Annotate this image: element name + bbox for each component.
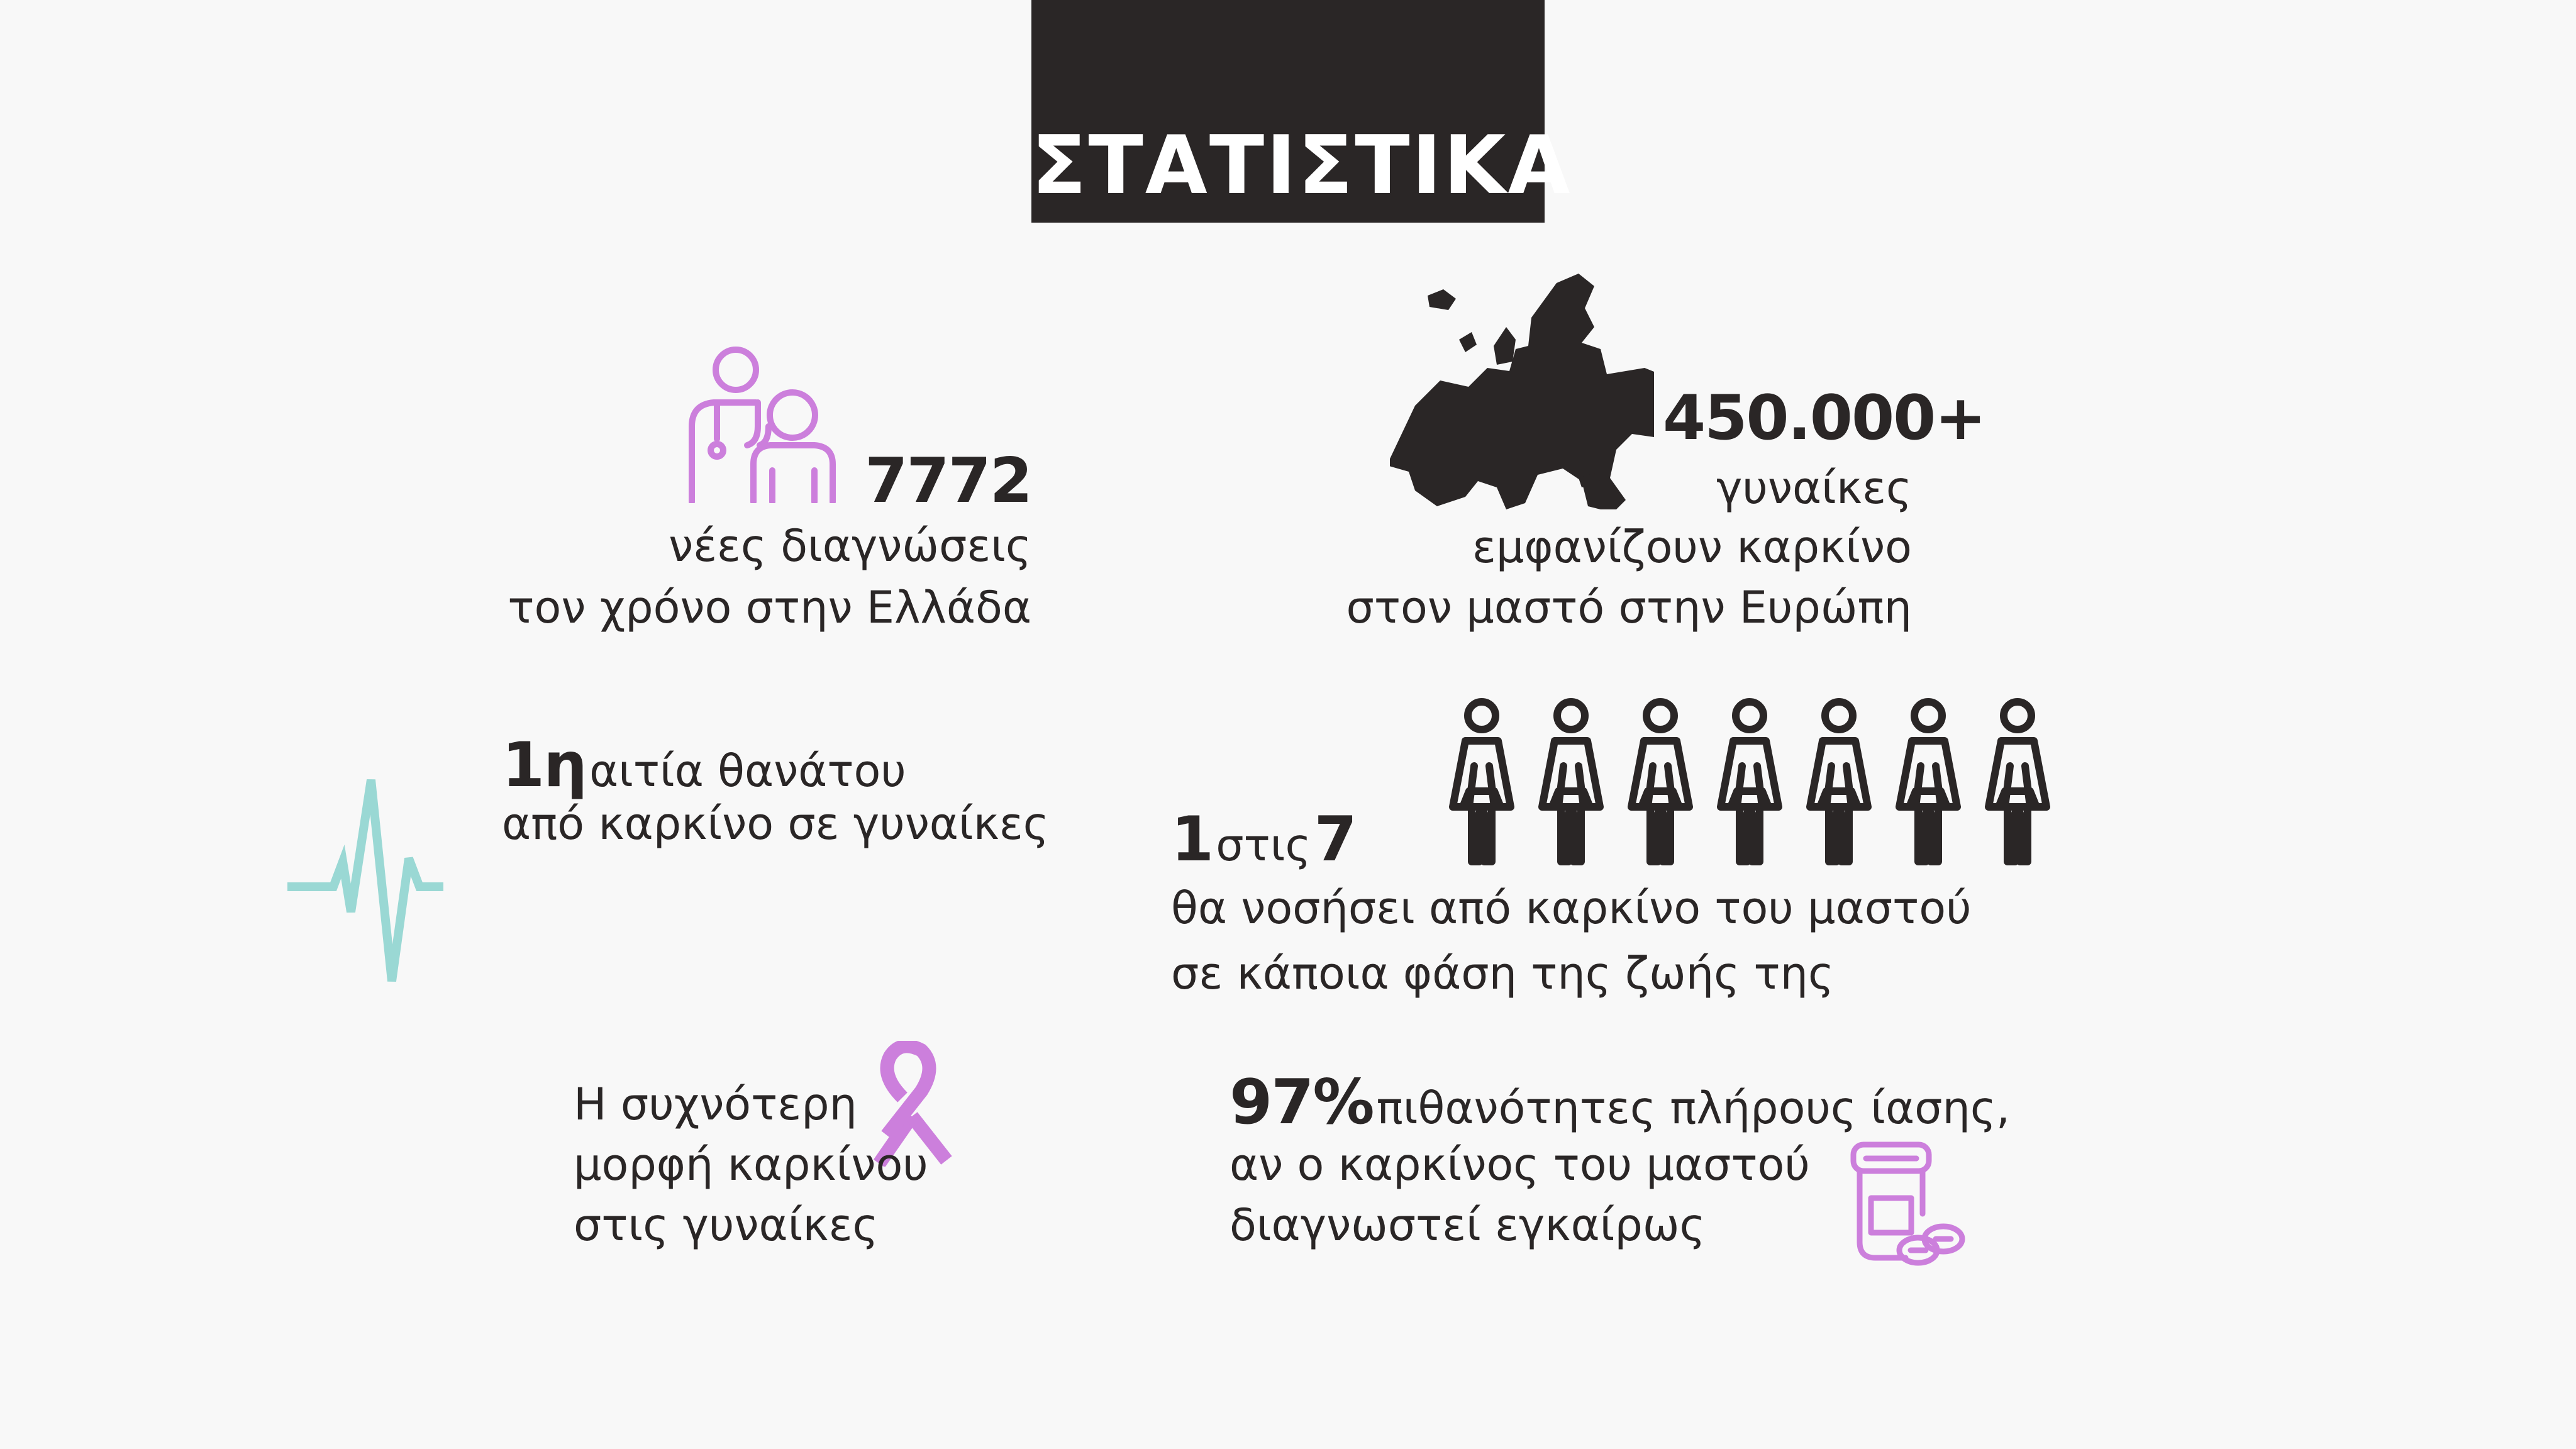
heartbeat-icon <box>286 777 443 984</box>
death-line1-row <box>502 730 906 801</box>
cure-line3: διαγνωστεί εγκαίρως <box>1230 1199 1706 1251</box>
woman-figure-icon <box>1721 702 1779 862</box>
cure-line2: αν ο καρκίνος του μαστού <box>1230 1139 1810 1191</box>
common-line2: μορφή καρκίνου <box>574 1139 928 1191</box>
greece-number: 7772 <box>865 445 1031 517</box>
woman-figure-icon <box>1810 702 1868 862</box>
ratio-row <box>1171 804 1356 875</box>
ratio-line1: θα νοσήσει από καρκίνο του μαστού <box>1171 882 1972 934</box>
page-title: ΣΤΑΤΙΣΤΙΚΑ <box>1031 119 1572 213</box>
women-figures <box>1440 697 2069 868</box>
europe-number: 450.000+ <box>1663 382 1985 454</box>
europe-line3: στον μαστό στην Ευρώπη <box>1346 582 1912 633</box>
woman-figure-icon <box>1899 702 1957 862</box>
death-number: 1η <box>502 730 586 801</box>
ratio-number-b: 7 <box>1314 804 1356 875</box>
europe-line2: εμφανίζουν καρκίνο <box>1472 521 1912 573</box>
woman-figure-icon <box>1631 702 1689 862</box>
greece-line2: τον χρόνο στην Ελλάδα <box>508 582 1031 633</box>
greece-line1: νέες διαγνώσεις <box>669 520 1031 572</box>
woman-figure-icon <box>1453 702 1511 862</box>
title-banner <box>1031 0 1572 223</box>
ratio-line2: σε κάποια φάση της ζωής της <box>1171 948 1835 999</box>
cure-line1-row <box>1230 1067 2010 1138</box>
pill-bottle-icon <box>1846 1138 1965 1274</box>
ratio-number-a: 1 <box>1171 804 1213 875</box>
ratio-word: στις <box>1216 819 1311 871</box>
woman-figure-icon <box>1542 702 1600 862</box>
cure-line1: πιθανότητες πλήρους ίασης, <box>1376 1082 2011 1134</box>
death-line2: από καρκίνο σε γυναίκες <box>502 798 1049 850</box>
europe-line1: γυναίκες <box>1716 462 1912 514</box>
cure-number: 97% <box>1230 1067 1374 1138</box>
death-line1: αιτία θανάτου <box>589 745 906 797</box>
woman-figure-icon <box>1989 702 2046 862</box>
doctor-patient-icon <box>686 345 844 503</box>
common-line1: Η συχνότερη <box>574 1079 857 1130</box>
common-line3: στις γυναίκες <box>574 1199 879 1251</box>
